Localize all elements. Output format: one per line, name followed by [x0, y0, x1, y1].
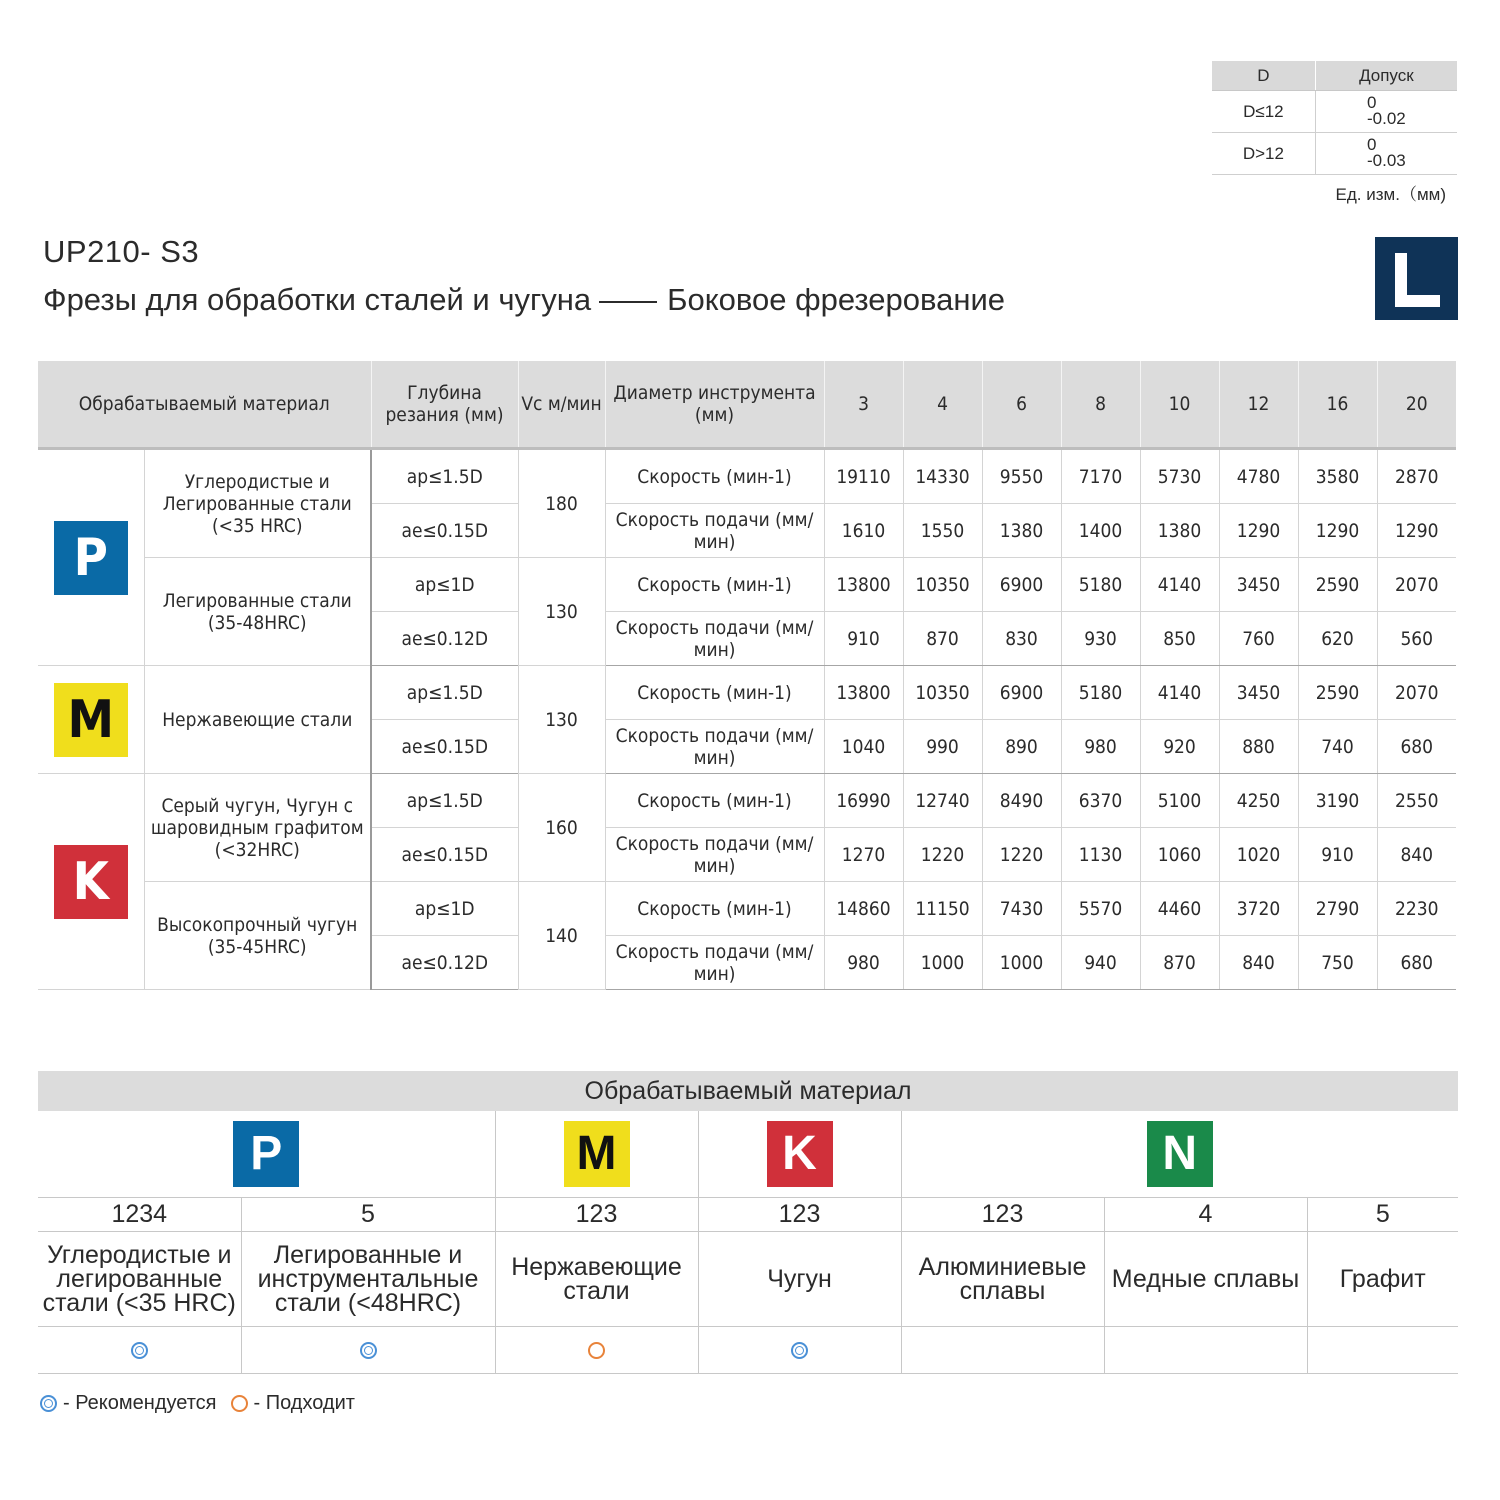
legend-recommended: - Рекомендуется [63, 1392, 217, 1414]
material-group-badge [38, 666, 144, 774]
table-cell-value: 1270 [824, 828, 903, 882]
table-cell-value: 2870 [1377, 449, 1456, 504]
table-cell-value: 890 [982, 720, 1061, 774]
header-diameter-value: 20 [1377, 361, 1456, 449]
material-badge-k: K [767, 1121, 833, 1187]
material-code: 5 [241, 1198, 495, 1232]
table-cell-value: 750 [1298, 936, 1377, 990]
material-name: Серый чугун, Чугун с шаровидным графитом (<32HRC) [144, 774, 371, 882]
tolerance-table [1212, 61, 1457, 175]
table-cell-value: 870 [1140, 936, 1219, 990]
table-cell-value: 910 [1298, 828, 1377, 882]
table-cell-value: 1000 [982, 936, 1061, 990]
suitable-icon [588, 1342, 605, 1359]
table-cell-value: 10350 [903, 558, 982, 612]
table-cell-value: 1220 [982, 828, 1061, 882]
applicability-cell [38, 1327, 241, 1374]
table-cell-value: 12740 [903, 774, 982, 828]
table-cell-value: 980 [1061, 720, 1140, 774]
table-cell-value: 880 [1219, 720, 1298, 774]
table-cell-value: 2590 [1298, 558, 1377, 612]
material-group-badge [38, 449, 144, 666]
cutting-depth: ap≤1.5D [371, 774, 518, 828]
cutting-depth: ae≤0.12D [371, 936, 518, 990]
material-type: Углеродистые и легированные стали (<35 HRC) [38, 1232, 241, 1327]
table-cell-value: 3450 [1219, 558, 1298, 612]
material-code: 1234 [38, 1198, 241, 1232]
cutting-data-table [38, 361, 1456, 990]
cutting-speed-vc: 130 [518, 666, 605, 774]
applicability-cell [901, 1327, 1104, 1374]
cutting-speed-vc: 180 [518, 449, 605, 558]
table-cell-value: 7430 [982, 882, 1061, 936]
header-diameter-value: 6 [982, 361, 1061, 449]
table-cell-value: 3450 [1219, 666, 1298, 720]
material-name: Легированные стали (35-48HRC) [144, 558, 371, 666]
cutting-depth: ap≤1.5D [371, 449, 518, 504]
tolerance-value: 0 -0.02 [1315, 91, 1457, 133]
table-cell-value: 1040 [824, 720, 903, 774]
table-cell-value: 2790 [1298, 882, 1377, 936]
units-note: Ед. изм.（мм) [1335, 185, 1446, 204]
table-cell-value: 6370 [1061, 774, 1140, 828]
header-vc: Vc м/мин [518, 361, 605, 449]
table-cell-value: 3580 [1298, 449, 1377, 504]
recommended-icon [131, 1342, 148, 1359]
title-dash [599, 301, 657, 303]
table-cell-value: 8490 [982, 774, 1061, 828]
table-cell-value: 7170 [1061, 449, 1140, 504]
material-group-badge [38, 774, 144, 990]
parameter-label: Скорость (мин-1) [605, 558, 824, 612]
material-type: Алюминиевые сплавы [901, 1232, 1104, 1327]
table-cell-value: 930 [1061, 612, 1140, 666]
badge-p: P [54, 521, 128, 595]
table-cell-value: 920 [1140, 720, 1219, 774]
table-cell-value: 760 [1219, 612, 1298, 666]
table-cell-value: 990 [903, 720, 982, 774]
table-cell-value: 680 [1377, 936, 1456, 990]
cutting-speed-vc: 140 [518, 882, 605, 990]
header-diameter-value: 16 [1298, 361, 1377, 449]
table-cell-value: 1000 [903, 936, 982, 990]
table-cell-value: 1380 [1140, 504, 1219, 558]
cutting-depth: ae≤0.12D [371, 612, 518, 666]
table-cell-value: 2070 [1377, 558, 1456, 612]
table-cell-value: 9550 [982, 449, 1061, 504]
product-model: UP210- S3 [43, 234, 200, 269]
table-cell-value: 4140 [1140, 666, 1219, 720]
parameter-label: Скорость подачи (мм/мин) [605, 504, 824, 558]
table-cell-value: 1290 [1219, 504, 1298, 558]
material-type: Нержавеющие стали [495, 1232, 698, 1327]
cutting-speed-vc: 130 [518, 558, 605, 666]
legend [40, 1392, 355, 1415]
tolerance-header-tolerance: Допуск [1315, 61, 1457, 91]
material-type: Чугун [698, 1232, 901, 1327]
cutting-depth: ae≤0.15D [371, 828, 518, 882]
cutting-depth: ae≤0.15D [371, 720, 518, 774]
table-cell-value: 560 [1377, 612, 1456, 666]
tolerance-header-d: D [1212, 61, 1315, 91]
cutting-depth: ae≤0.15D [371, 504, 518, 558]
material-type: Графит [1307, 1232, 1458, 1327]
material-table [38, 1071, 1458, 1374]
table-cell-value: 870 [903, 612, 982, 666]
tolerance-d: D≤12 [1212, 91, 1315, 133]
table-cell-value: 4250 [1219, 774, 1298, 828]
table-cell-value: 1130 [1061, 828, 1140, 882]
parameter-label: Скорость (мин-1) [605, 882, 824, 936]
tolerance-value: 0 -0.03 [1315, 133, 1457, 175]
badge-k: K [54, 845, 128, 919]
material-code: 123 [698, 1198, 901, 1232]
material-type: Медные сплавы [1104, 1232, 1307, 1327]
material-badge-p: P [233, 1121, 299, 1187]
table-cell-value: 4140 [1140, 558, 1219, 612]
table-cell-value: 5730 [1140, 449, 1219, 504]
table-cell-value: 10350 [903, 666, 982, 720]
table-cell-value: 4460 [1140, 882, 1219, 936]
material-type: Легированные и инструментальные стали (<48HRC) [241, 1232, 495, 1327]
tolerance-d: D>12 [1212, 133, 1315, 175]
recommended-icon [360, 1342, 377, 1359]
material-code: 123 [495, 1198, 698, 1232]
parameter-label: Скорость подачи (мм/мин) [605, 720, 824, 774]
header-diameter-value: 10 [1140, 361, 1219, 449]
parameter-label: Скорость подачи (мм/мин) [605, 828, 824, 882]
table-cell-value: 16990 [824, 774, 903, 828]
table-cell-value: 840 [1219, 936, 1298, 990]
table-cell-value: 5100 [1140, 774, 1219, 828]
title-right: Боковое фрезерование [667, 282, 1006, 317]
applicability-cell [1104, 1327, 1307, 1374]
table-cell-value: 1610 [824, 504, 903, 558]
table-cell-value: 940 [1061, 936, 1140, 990]
table-cell-value: 2230 [1377, 882, 1456, 936]
header-depth: Глубина резания (мм) [371, 361, 518, 449]
applicability-cell [241, 1327, 495, 1374]
applicability-cell [698, 1327, 901, 1374]
table-cell-value: 4780 [1219, 449, 1298, 504]
table-cell-value: 3720 [1219, 882, 1298, 936]
table-cell-value: 1290 [1377, 504, 1456, 558]
table-cell-value: 2550 [1377, 774, 1456, 828]
material-badge-n: N [1147, 1121, 1213, 1187]
table-cell-value: 620 [1298, 612, 1377, 666]
parameter-label: Скорость подачи (мм/мин) [605, 612, 824, 666]
table-cell-value: 13800 [824, 666, 903, 720]
table-cell-value: 1020 [1219, 828, 1298, 882]
recommended-icon [791, 1342, 808, 1359]
material-code: 123 [901, 1198, 1104, 1232]
material-badge-m: M [564, 1121, 630, 1187]
applicability-cell [1307, 1327, 1458, 1374]
cutting-speed-vc: 160 [518, 774, 605, 882]
parameter-label: Скорость (мин-1) [605, 449, 824, 504]
cutting-depth: ap≤1.5D [371, 666, 518, 720]
table-cell-value: 680 [1377, 720, 1456, 774]
table-cell-value: 11150 [903, 882, 982, 936]
header-diameter-value: 3 [824, 361, 903, 449]
table-cell-value: 1400 [1061, 504, 1140, 558]
table-cell-value: 1290 [1298, 504, 1377, 558]
header-diameter-value: 4 [903, 361, 982, 449]
parameter-label: Скорость (мин-1) [605, 774, 824, 828]
l-shape-icon [1375, 237, 1458, 320]
table-cell-value: 6900 [982, 666, 1061, 720]
table-cell-value: 3190 [1298, 774, 1377, 828]
table-cell-value: 13800 [824, 558, 903, 612]
page-title [43, 282, 1005, 318]
cutting-depth: ap≤1D [371, 882, 518, 936]
header-diameter: Диаметр инструмента (мм) [605, 361, 824, 449]
suitable-icon [231, 1395, 248, 1412]
title-left: Фрезы для обработки сталей и чугуна [43, 282, 592, 317]
table-cell-value: 5180 [1061, 666, 1140, 720]
table-cell-value: 740 [1298, 720, 1377, 774]
material-code: 4 [1104, 1198, 1307, 1232]
table-cell-value: 14860 [824, 882, 903, 936]
table-cell-value: 1220 [903, 828, 982, 882]
header-diameter-value: 8 [1061, 361, 1140, 449]
table-cell-value: 1380 [982, 504, 1061, 558]
table-cell-value: 830 [982, 612, 1061, 666]
header-material: Обрабатываемый материал [38, 361, 371, 449]
header-diameter-value: 12 [1219, 361, 1298, 449]
material-table-title: Обрабатываемый материал [38, 1071, 1458, 1111]
material-code: 5 [1307, 1198, 1458, 1232]
material-name: Углеродистые и Легированные стали (<35 HRC) [144, 449, 371, 558]
parameter-label: Скорость подачи (мм/мин) [605, 936, 824, 990]
table-cell-value: 19110 [824, 449, 903, 504]
table-cell-value: 6900 [982, 558, 1061, 612]
table-cell-value: 1060 [1140, 828, 1219, 882]
applicability-cell [495, 1327, 698, 1374]
recommended-icon [40, 1395, 57, 1412]
table-cell-value: 14330 [903, 449, 982, 504]
table-cell-value: 2070 [1377, 666, 1456, 720]
cutting-depth: ap≤1D [371, 558, 518, 612]
badge-m: M [54, 683, 128, 757]
table-cell-value: 2590 [1298, 666, 1377, 720]
legend-suitable: - Подходит [253, 1392, 355, 1414]
table-cell-value: 5180 [1061, 558, 1140, 612]
table-cell-value: 850 [1140, 612, 1219, 666]
table-cell-value: 1550 [903, 504, 982, 558]
parameter-label: Скорость (мин-1) [605, 666, 824, 720]
table-cell-value: 910 [824, 612, 903, 666]
table-cell-value: 980 [824, 936, 903, 990]
material-name: Нержавеющие стали [144, 666, 371, 774]
table-cell-value: 5570 [1061, 882, 1140, 936]
material-name: Высокопрочный чугун (35-45HRC) [144, 882, 371, 990]
table-cell-value: 840 [1377, 828, 1456, 882]
